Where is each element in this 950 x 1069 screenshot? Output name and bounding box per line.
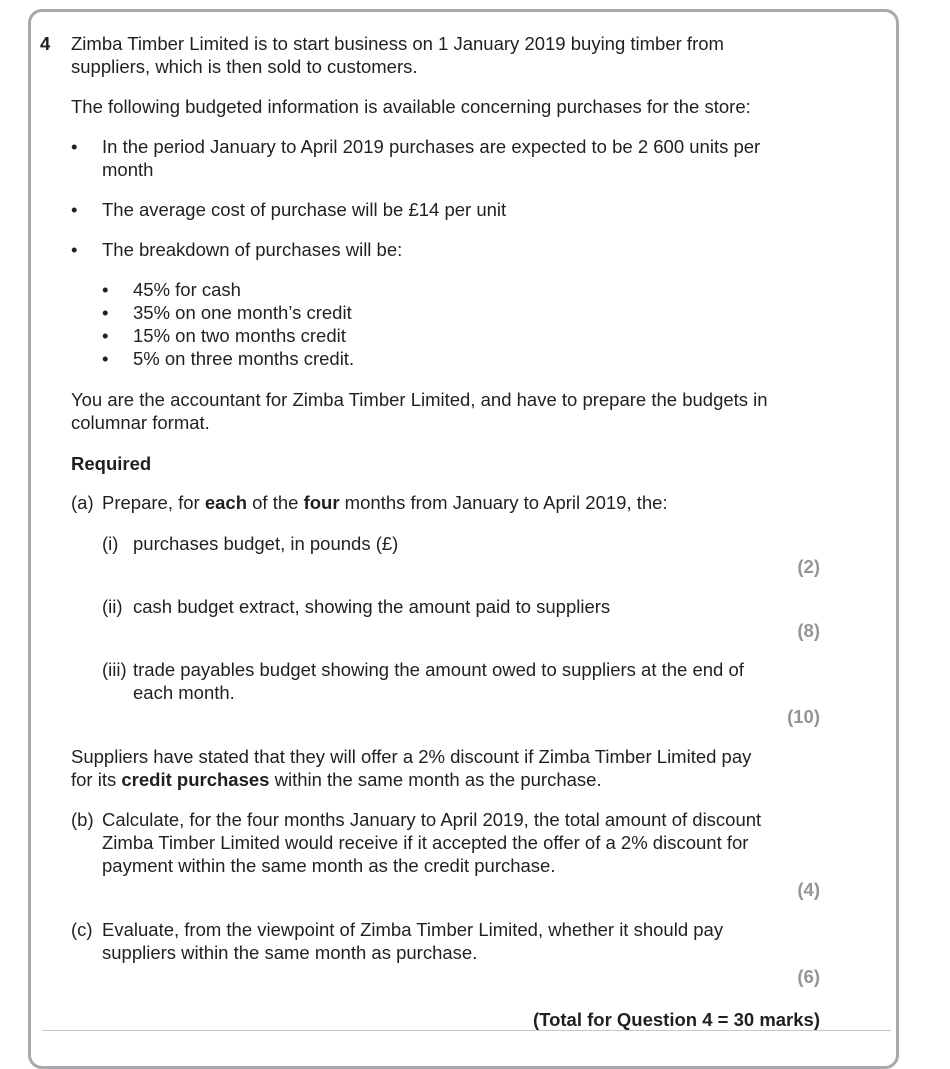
discount-line-1: Suppliers have stated that they will offer a 2% discount if Zimba Timber Limited pay	[71, 746, 752, 767]
bullet-dot: •	[71, 199, 78, 220]
subpart-ii-text: cash budget extract, showing the amount paid to suppliers	[133, 596, 611, 617]
part-b-label: (b)	[71, 809, 94, 830]
part-a-text-mid: of the	[247, 492, 304, 513]
sub-bullet-dot: •	[102, 279, 109, 300]
discount-credit-purchases: credit purchases	[121, 769, 270, 790]
sub-bullet-dot: •	[102, 348, 109, 369]
part-b-line-2: Zimba Timber Limited would receive if it accepted the offer of a 2% discount for	[102, 832, 749, 853]
part-c-line-1: Evaluate, from the viewpoint of Zimba Timber Limited, whether it should pay	[102, 919, 724, 940]
subpart-iii-line-1: trade payables budget showing the amount owed to suppliers at the end of	[133, 659, 744, 680]
part-c-marks: (6)	[797, 966, 820, 987]
part-c-label: (c)	[71, 919, 93, 940]
part-b-marks: (4)	[797, 879, 820, 900]
part-a-text-post: months from January to April 2019, the:	[339, 492, 668, 513]
discount-line-2-pre: for its	[71, 769, 122, 790]
subpart-iii-marks: (10)	[787, 706, 820, 727]
bullet-2: The average cost of purchase will be £14 per unit	[102, 199, 507, 220]
bullet-dot: •	[71, 239, 78, 260]
bullet-3: The breakdown of purchases will be:	[102, 239, 403, 260]
info-heading: The following budgeted information is available concerning purchases for the store:	[71, 96, 751, 117]
bullet-1-line-2: month	[102, 159, 154, 180]
part-a-label: (a)	[71, 492, 94, 513]
bottom-divider	[42, 1030, 891, 1031]
part-b-line-1: Calculate, for the four months January to April 2019, the total amount of discount	[102, 809, 762, 830]
subpart-ii-marks: (8)	[797, 620, 820, 641]
subpart-iii-line-2: each month.	[133, 682, 235, 703]
intro-line-1: Zimba Timber Limited is to start business on 1 January 2019 buying timber from	[71, 33, 724, 54]
subpart-i-marks: (2)	[797, 556, 820, 577]
sub-bullet-three-months: 5% on three months credit.	[133, 348, 355, 369]
context-line-2: columnar format.	[71, 412, 210, 433]
subpart-iii-label: (iii)	[102, 659, 127, 680]
discount-line-2	[71, 768, 602, 791]
question-total: (Total for Question 4 = 30 marks)	[533, 1009, 820, 1030]
part-a-text	[102, 491, 668, 514]
bullet-dot: •	[71, 136, 78, 157]
subpart-i-text: purchases budget, in pounds (£)	[133, 533, 399, 554]
intro-line-2: suppliers, which is then sold to customers.	[71, 56, 418, 77]
discount-line-2-post: within the same month as the purchase.	[269, 769, 602, 790]
sub-bullet-one-month: 35% on one month’s credit	[133, 302, 352, 323]
question-number: 4	[40, 33, 51, 54]
part-a-text-pre: Prepare, for	[102, 492, 205, 513]
part-c-line-2: suppliers within the same month as purchase.	[102, 942, 478, 963]
sub-bullet-dot: •	[102, 302, 109, 323]
sub-bullet-cash: 45% for cash	[133, 279, 241, 300]
sub-bullet-dot: •	[102, 325, 109, 346]
subpart-ii-label: (ii)	[102, 596, 123, 617]
bullet-1-line-1: In the period January to April 2019 purchases are expected to be 2 600 units per	[102, 136, 761, 157]
part-a-bold-each: each	[204, 492, 247, 513]
sub-bullet-two-months: 15% on two months credit	[133, 325, 346, 346]
required-heading: Required	[71, 453, 152, 474]
context-line-1: You are the accountant for Zimba Timber Limited, and have to prepare the budgets in	[71, 389, 768, 410]
subpart-i-label: (i)	[102, 533, 119, 554]
part-a-bold-four: four	[303, 492, 340, 513]
part-b-line-3: payment within the same month as the credit purchase.	[102, 855, 556, 876]
